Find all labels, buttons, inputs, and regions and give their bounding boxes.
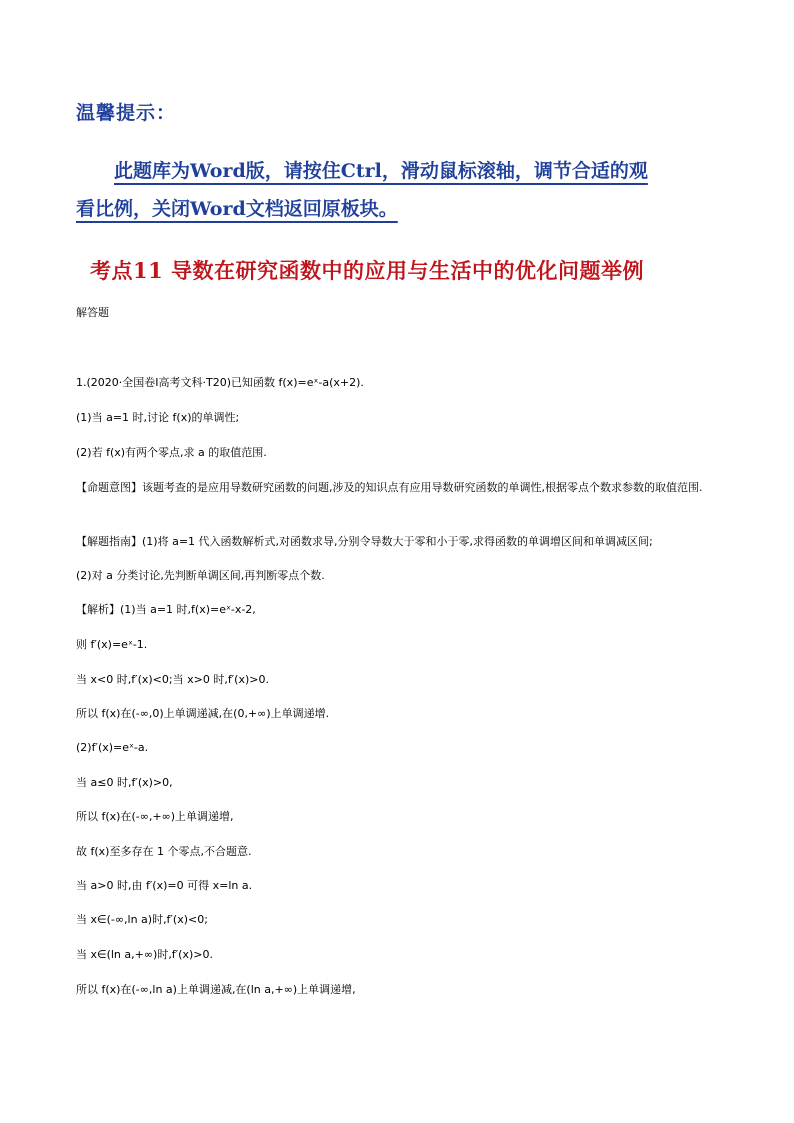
tip-title: 温馨提示： [76,102,177,124]
solution-line-7: 所以 f(x)在(-∞,+∞)上单调递增, [76,810,234,823]
solution-line-1: 【解析】(1)当 a=1 时,f(x)=eˣ-x-2, [76,603,256,616]
guide-paragraph-2: (2)对 a 分类讨论,先判断单调区间,再判断零点个数. [76,569,325,582]
solution-line-3: 当 x<0 时,f′(x)<0;当 x>0 时,f′(x)>0. [76,673,269,686]
solution-line-2: 则 f′(x)=eˣ-1. [76,638,148,651]
solution-line-12: 所以 f(x)在(-∞,ln a)上单调递减,在(ln a,+∞)上单调递增, [76,983,356,996]
tip-line-2: 看比例，关闭Word文档返回原板块。 [76,198,398,220]
tip-body [76,152,726,228]
solution-line-4: 所以 f(x)在(-∞,0)上单调递减,在(0,+∞)上单调递增. [76,707,330,720]
tip-line-1: 此题库为Word版，请按住Ctrl，滑动鼠标滚轴，调节合适的观 [114,160,648,182]
solution-line-6: 当 a≤0 时,f′(x)>0, [76,776,173,789]
solution-line-11: 当 x∈(ln a,+∞)时,f′(x)>0. [76,948,213,961]
topic-heading: 考点11 导数在研究函数中的应用与生活中的优化问题举例 [90,258,645,283]
solution-line-9: 当 a>0 时,由 f′(x)=0 可得 x=ln a. [76,879,253,892]
guide-paragraph: 【解题指南】(1)将 a=1 代入函数解析式,对函数求导,分别令导数大于零和小于零,求得函数的单调增区间和单调减区间; [76,535,653,548]
solution-line-10: 当 x∈(-∞,ln a)时,f′(x)<0; [76,913,208,926]
section-label: 解答题 [76,306,109,319]
solution-line-5: (2)f′(x)=eˣ-a. [76,741,149,754]
solution-line-8: 故 f(x)至多存在 1 个零点,不合题意. [76,845,252,858]
question-part-2: (2)若 f(x)有两个零点,求 a 的取值范围. [76,446,267,459]
question-part-1: (1)当 a=1 时,讨论 f(x)的单调性; [76,411,240,424]
question-stem: 1.(2020·全国卷Ⅰ高考文科·T20)已知函数 f(x)=eˣ-a(x+2). [76,376,364,389]
intent-paragraph: 【命题意图】该题考查的是应用导数研究函数的问题,涉及的知识点有应用导数研究函数的单调性,根据零点个数求参数的取值范围. [76,481,703,494]
